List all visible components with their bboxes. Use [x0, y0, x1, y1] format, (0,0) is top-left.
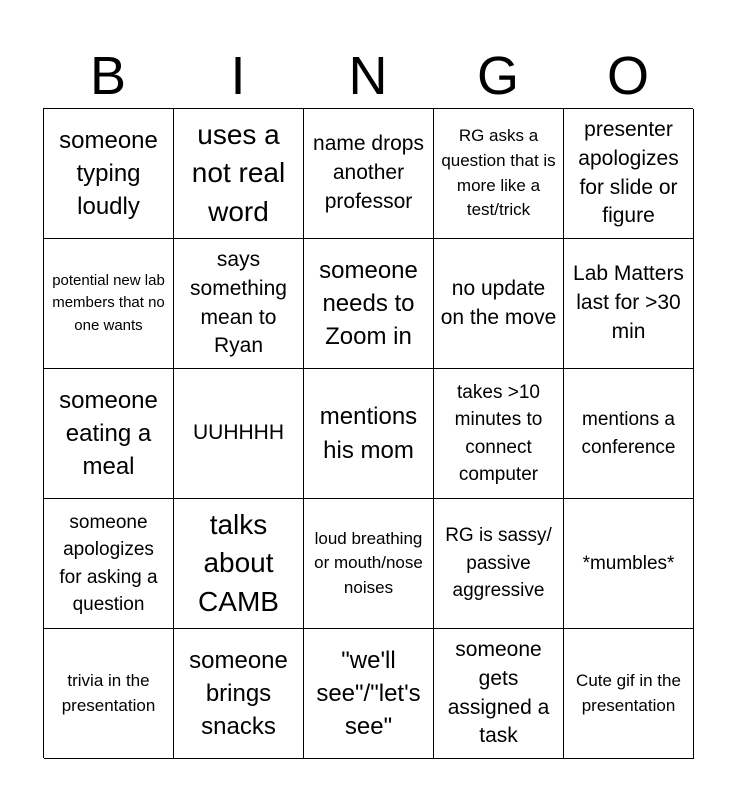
bingo-cell[interactable] [564, 109, 694, 239]
bingo-cell[interactable] [434, 109, 564, 239]
bingo-cell[interactable] [564, 629, 694, 759]
cell-text: name drops another professor [313, 132, 424, 213]
cell-text: says something mean to Ryan [190, 247, 287, 358]
cell-text: someone typing loudly [59, 126, 158, 221]
cell-text: Lab Matters last for >30 min [573, 262, 684, 343]
bingo-cell[interactable] [174, 369, 304, 499]
cell-text: loud breathing or mouth/nose noises [314, 528, 423, 597]
cell-text: someone apologizes for asking a question [59, 511, 158, 615]
cell-text: UUHHHH [193, 421, 284, 445]
bingo-cell[interactable] [304, 239, 434, 369]
bingo-cell[interactable] [564, 369, 694, 499]
cell-text: someone eating a meal [59, 386, 158, 481]
bingo-cell[interactable] [174, 239, 304, 369]
cell-text: mentions his mom [319, 403, 418, 464]
bingo-cell[interactable] [44, 239, 174, 369]
bingo-cell[interactable] [434, 629, 564, 759]
header-letter-i: I [230, 46, 246, 106]
cell-text: uses a not real word [191, 118, 286, 227]
bingo-cell[interactable] [304, 499, 434, 629]
cell-text: trivia in the presentation [61, 670, 156, 715]
bingo-cell[interactable] [564, 499, 694, 629]
header-letter-o: O [606, 46, 649, 106]
header-letter-n: N [348, 46, 388, 106]
cell-text: no update on the move [440, 276, 557, 329]
bingo-cell[interactable] [304, 369, 434, 499]
bingo-cell[interactable] [434, 239, 564, 369]
cell-text: presenter apologizes for slide or figure [578, 117, 679, 228]
cell-text: Cute gif in the presentation [576, 670, 681, 715]
cell-text: RG is sassy/ passive aggressive [445, 525, 552, 602]
cell-text: mentions a conference [581, 409, 676, 458]
bingo-cell[interactable] [44, 369, 174, 499]
bingo-cell[interactable] [174, 109, 304, 239]
cell-text: "we'll see"/"let's see" [316, 646, 421, 741]
header-letter-g: G [476, 46, 519, 106]
bingo-cell[interactable] [44, 629, 174, 759]
bingo-board [43, 108, 693, 758]
cell-text: someone gets assigned a task [447, 637, 550, 748]
bingo-cell[interactable] [44, 499, 174, 629]
bingo-cell[interactable] [434, 369, 564, 499]
bingo-cell[interactable] [304, 109, 434, 239]
cell-text: potential new lab members that no one wants [52, 271, 165, 334]
bingo-cell[interactable] [434, 499, 564, 629]
bingo-cell[interactable] [174, 499, 304, 629]
bingo-cell[interactable] [564, 239, 694, 369]
cell-text: *mumbles* [582, 552, 675, 574]
cell-text: RG asks a question that is more like a test/trick [441, 126, 556, 220]
bingo-cell[interactable] [304, 629, 434, 759]
cell-text: someone needs to Zoom in [319, 256, 418, 351]
cell-text: someone brings snacks [189, 646, 288, 741]
bingo-cell[interactable] [44, 109, 174, 239]
bingo-cell[interactable] [174, 629, 304, 759]
bingo-header [43, 44, 693, 108]
cell-text: talks about CAMB [198, 508, 279, 617]
header-letter-b: B [89, 46, 127, 106]
cell-text: takes >10 minutes to connect computer [454, 381, 543, 485]
